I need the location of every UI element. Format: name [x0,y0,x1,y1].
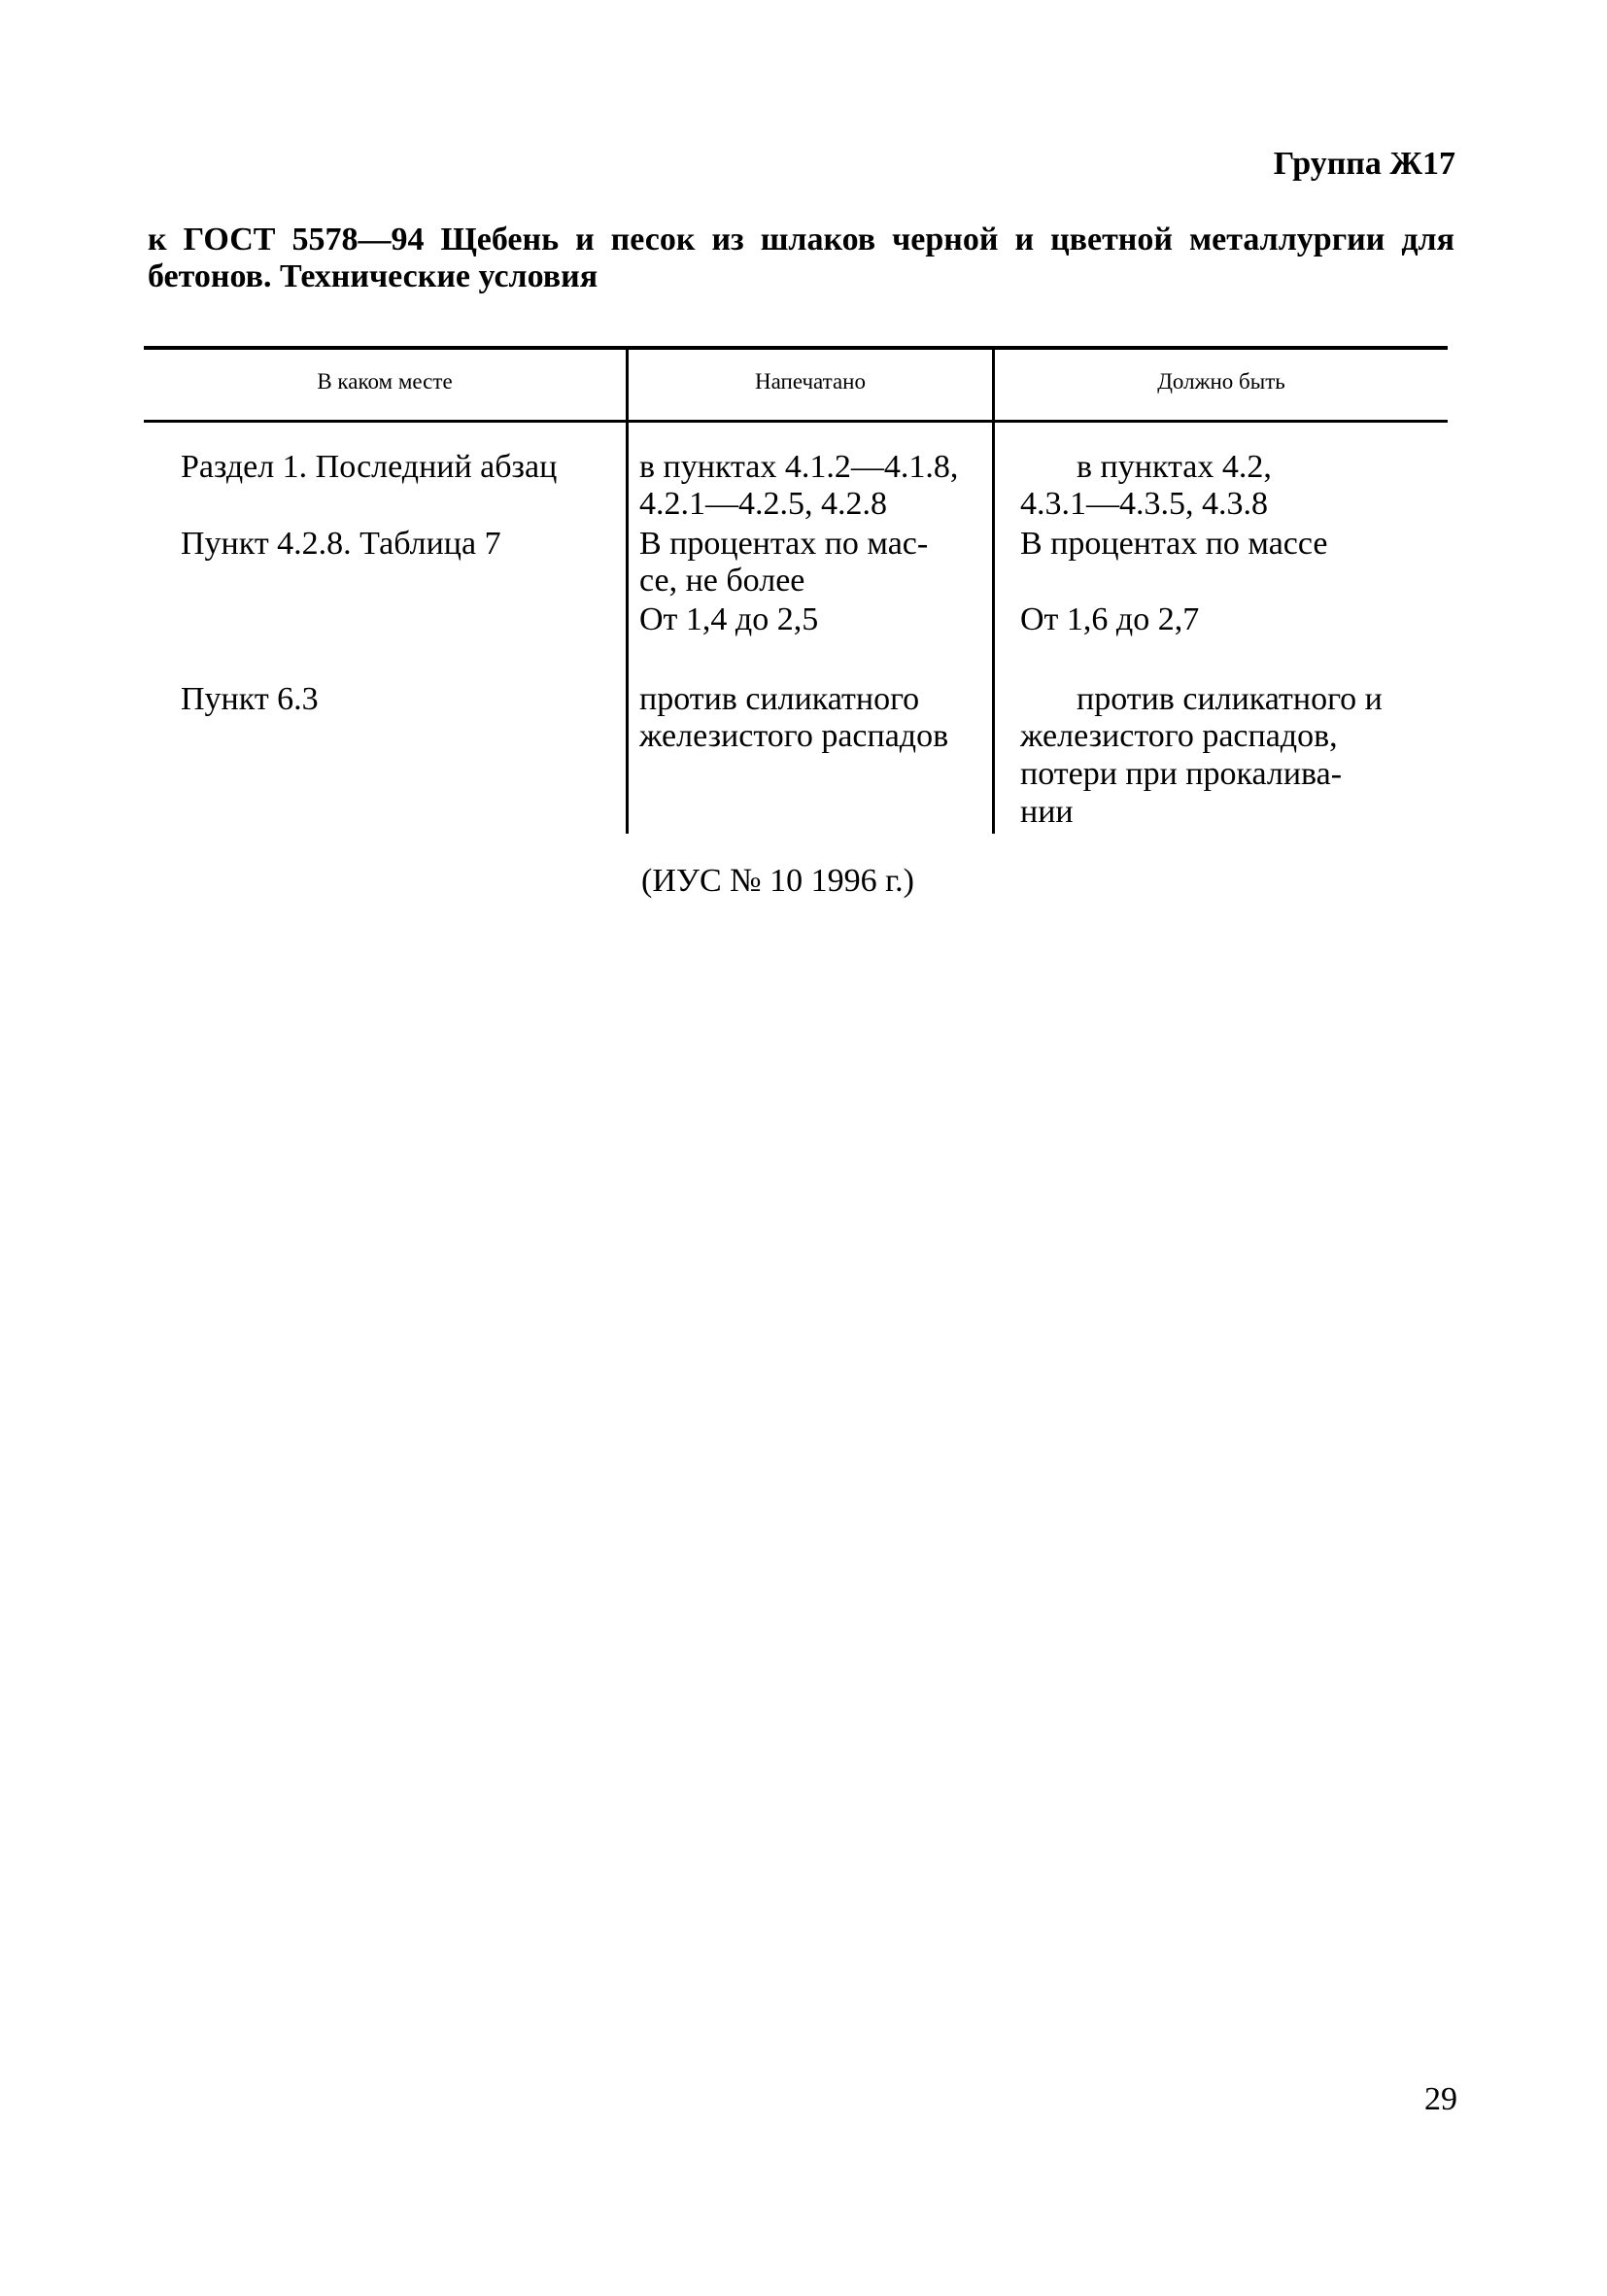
row-should-line: 4.3.1—4.3.5, 4.3.8 [1020,486,1268,522]
row-printed-line: В процентах по мас- [639,526,929,562]
row-should-line: в пунктах 4.2, [1077,449,1272,485]
corrections-table [144,346,1448,834]
column-divider [992,350,995,834]
row-should-line: железистого распадов, [1020,718,1338,754]
ius-reference: (ИУС № 10 1996 г.) [641,863,914,899]
column-divider [626,350,629,834]
row-should-line: В процентах по массе [1020,526,1328,562]
document-heading: к ГОСТ 5578—94 Щебень и песок из шлаков черной и цветной металлургии для бетонов. Технические условия [148,222,1454,294]
row-printed-line: 4.2.1—4.2.5, 4.2.8 [639,486,887,522]
row-place: Раздел 1. Последний абзац [181,449,558,485]
group-code: Группа Ж17 [1273,146,1455,182]
row-should-line: потери при прокалива- [1020,756,1343,792]
row-should-line: нии [1020,794,1074,830]
column-header-should: Должно быть [1157,369,1285,394]
row-should-line: против силикатного и [1077,681,1383,717]
row-should-line: От 1,6 до 2,7 [1020,601,1200,637]
row-place: Пункт 4.2.8. Таблица 7 [181,526,501,562]
row-printed-line: в пунктах 4.1.2—4.1.8, [639,449,959,485]
row-printed-line: железистого распадов [639,718,949,754]
row-printed-line: От 1,4 до 2,5 [639,601,819,637]
table-top-rule [144,346,1448,350]
row-place: Пункт 6.3 [181,681,319,717]
column-header-place: В каком месте [317,369,453,394]
page-number: 29 [1424,2081,1457,2117]
row-printed-line: се, не более [639,563,805,599]
column-header-printed: Напечатано [755,369,866,394]
table-header-rule [144,420,1448,423]
row-printed-line: против силикатного [639,681,920,717]
